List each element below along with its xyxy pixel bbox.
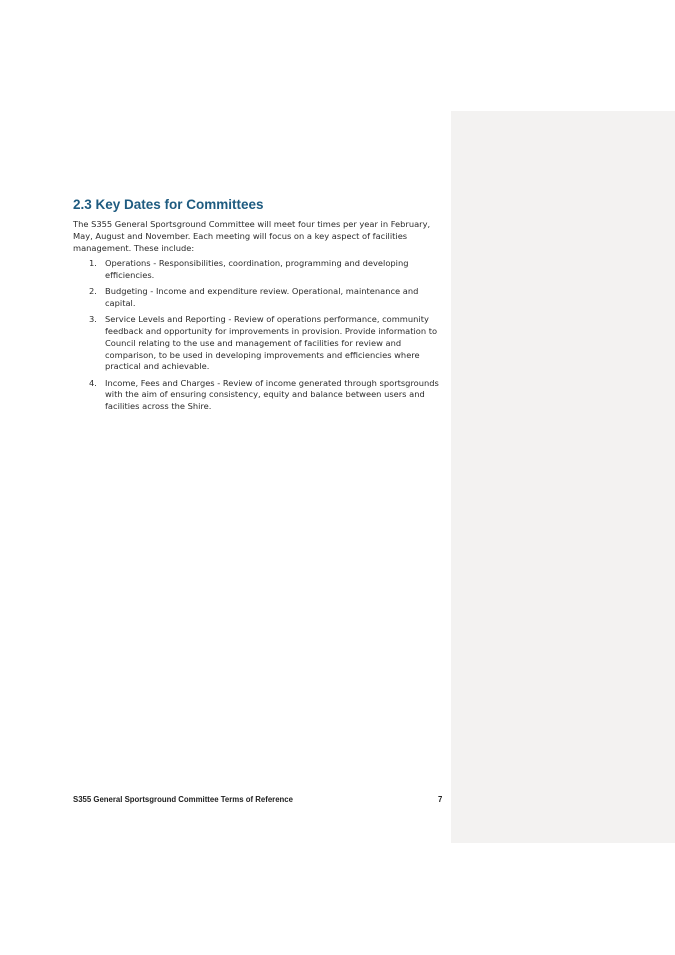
list-item-text: Operations - Responsibilities, coordination, programming and developing efficiencies.: [105, 258, 409, 280]
key-dates-list: [73, 258, 441, 418]
list-item-text: Income, Fees and Charges - Review of income generated through sportsgrounds with the aim of ensuring consistency, equity and balance between users and facilities across the Shire.: [105, 377, 439, 412]
list-item-number: 1.: [89, 258, 97, 268]
comment-pane: [451, 111, 675, 843]
intro-paragraph: The S355 General Sportsground Committee will meet four times per year in February, May, August and November. Each meeting will focus on a key aspect of facilities management. These include:: [73, 219, 431, 253]
list-item: [73, 258, 441, 282]
list-item: [73, 314, 441, 373]
list-item-number: 2.: [89, 286, 97, 297]
page-number: 7: [438, 795, 443, 804]
list-item-number: 4.: [89, 377, 97, 388]
list-item-number: 3.: [89, 314, 97, 325]
list-item: [73, 286, 441, 310]
section-heading: 2.3 Key Dates for Committees: [73, 197, 264, 212]
list-item-text: Service Levels and Reporting - Review of operations performance, community feedback and opportunity for improvements in provision. Provide information to Council relating to the use and management of facilities for review and comparison, to be used in developing improvements and efficiencies where practical and achievable.: [105, 314, 438, 372]
list-item: [73, 378, 441, 413]
list-item-text: Budgeting - Income and expenditure review. Operational, maintenance and capital.: [105, 286, 419, 308]
footer-title: S355 General Sportsground Committee Terms of Reference: [73, 795, 293, 804]
